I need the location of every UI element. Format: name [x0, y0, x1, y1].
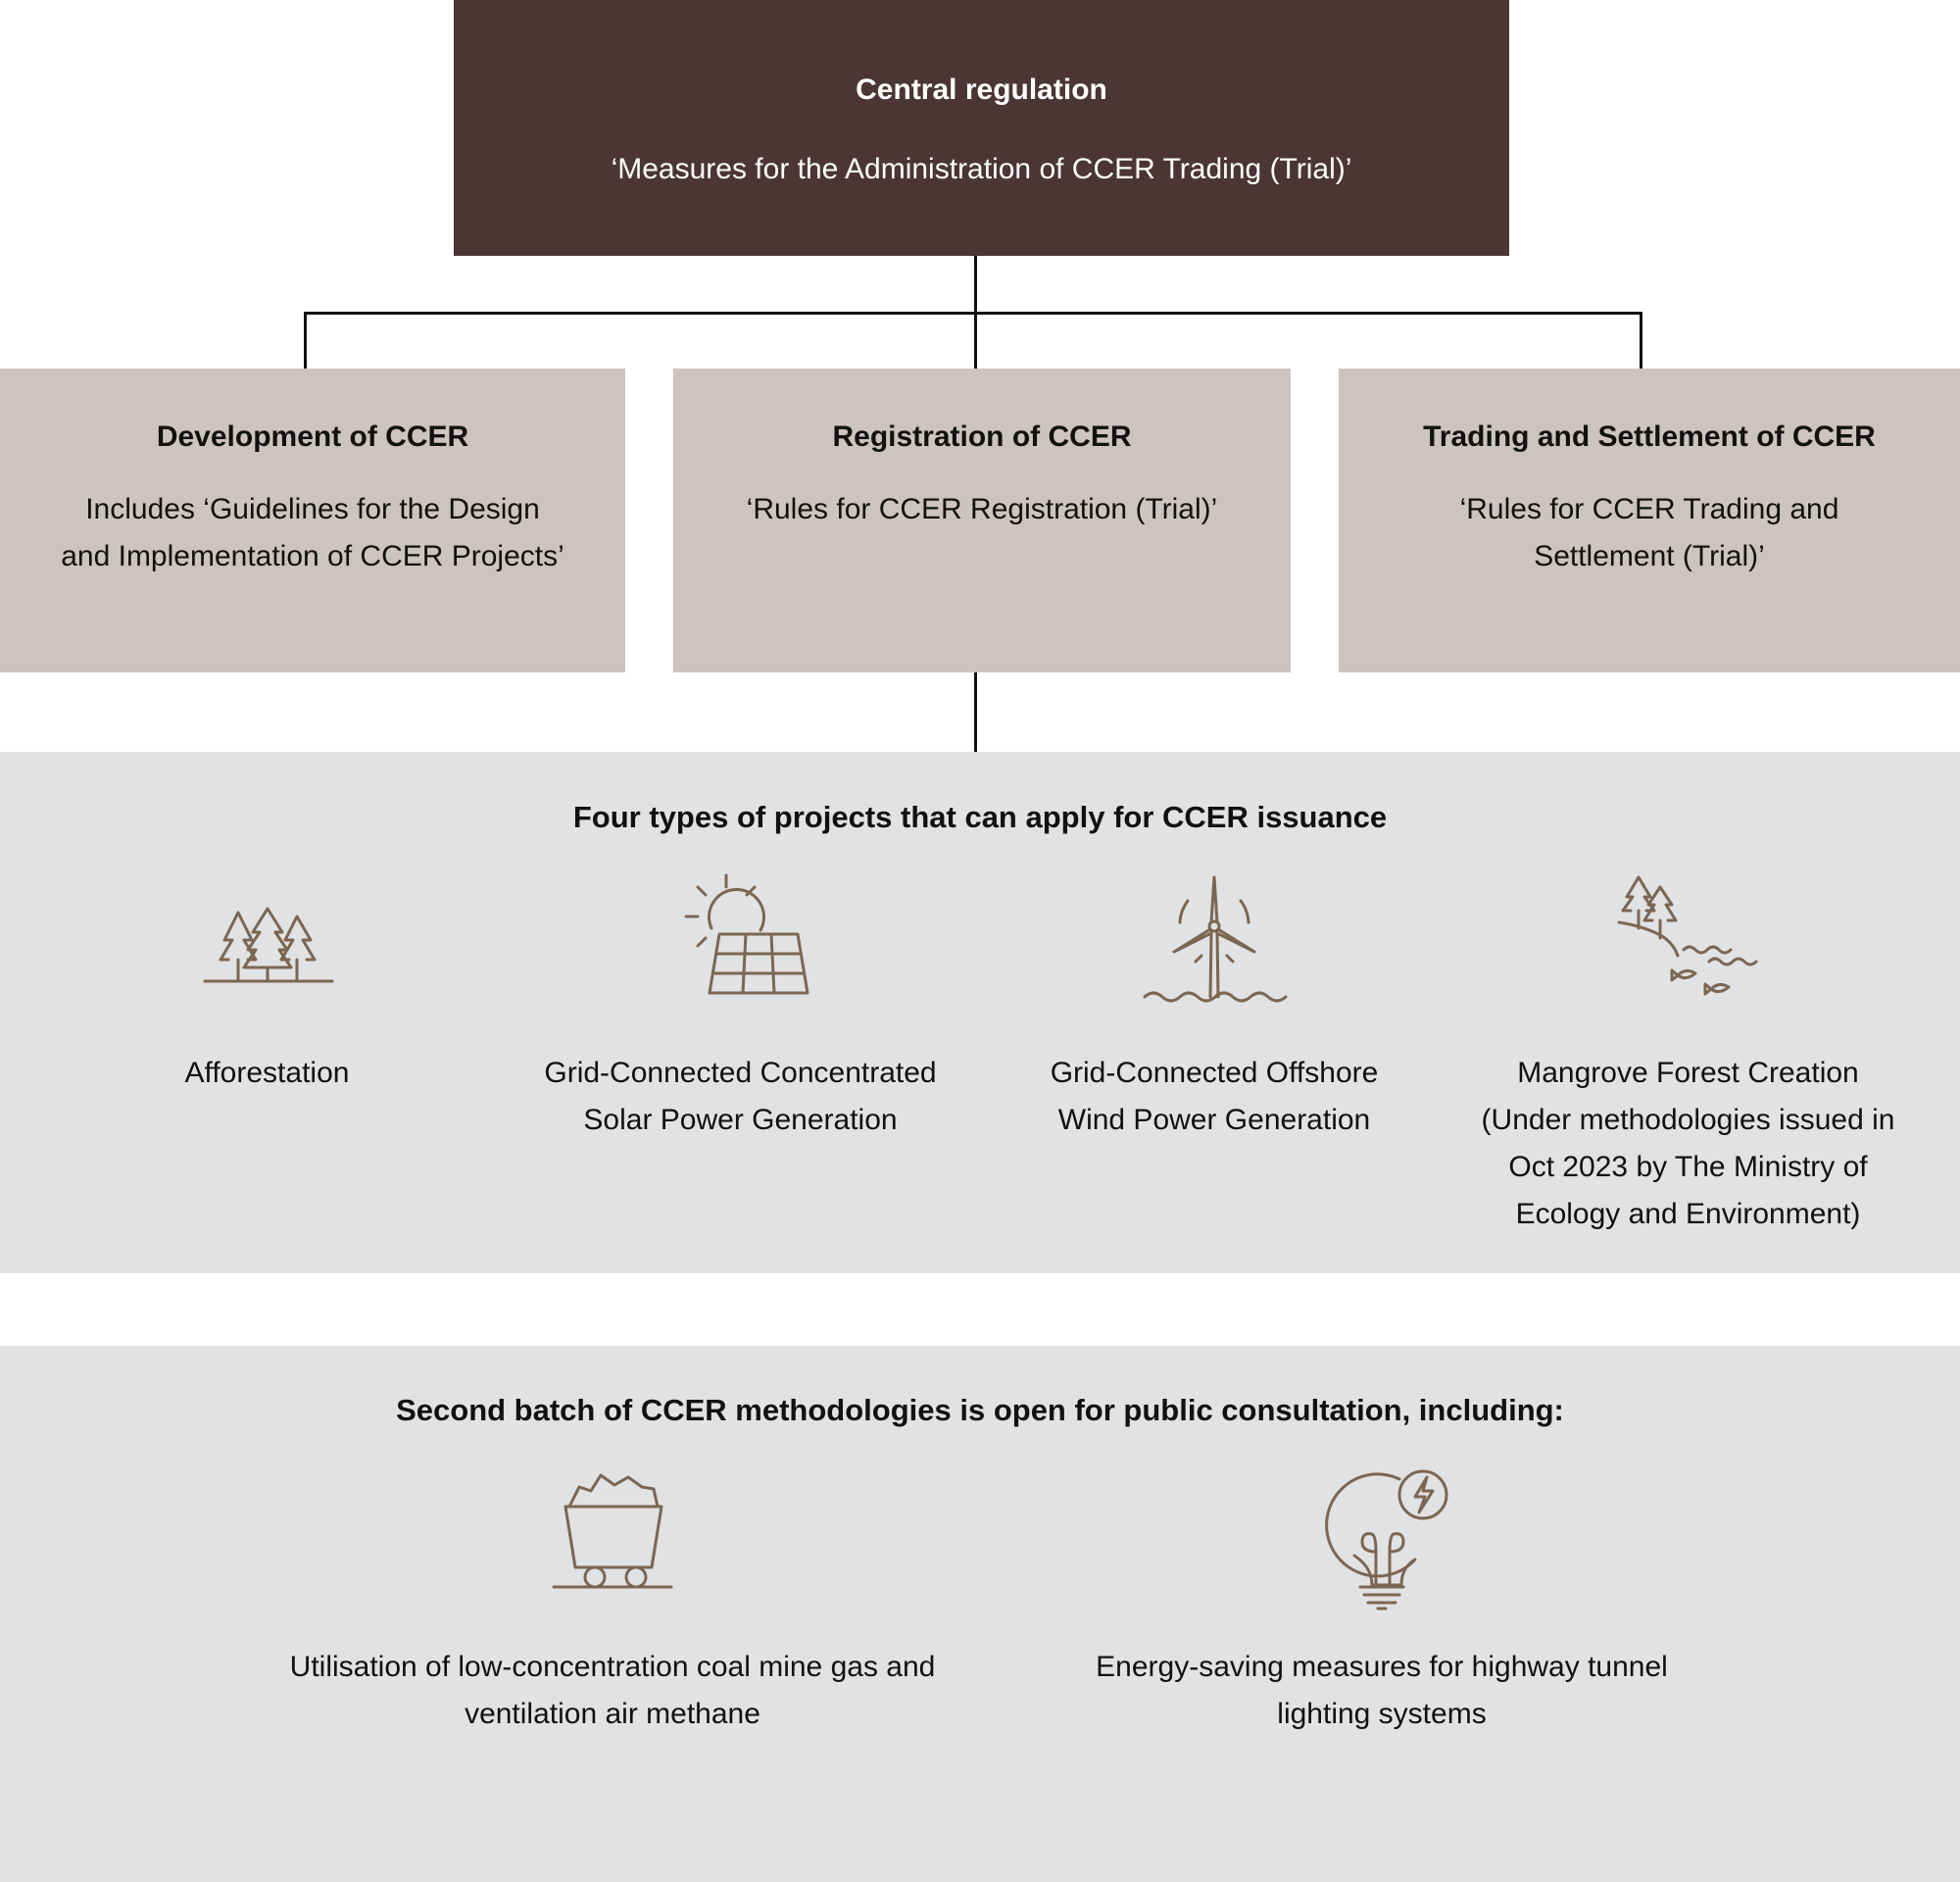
project-item-label: Afforestation: [184, 1057, 350, 1089]
project-item-mangrove: [1475, 871, 1901, 1238]
project-item-label: Mangrove Forest Creation (Under methodologies issued in Oct 2023 by The Ministry of Ecology and Environment): [1481, 1057, 1895, 1230]
project-item-label: Grid-Connected Concentrated Solar Power Generation: [544, 1057, 937, 1136]
mine-cart-icon: [544, 1465, 681, 1603]
methodology-item-label: Energy-saving measures for highway tunnel lighting systems: [1096, 1651, 1668, 1730]
central-regulation-box: [454, 0, 1509, 256]
connector-right-down: [1640, 312, 1642, 369]
connector-central-down: [974, 256, 977, 314]
branch-subtitle: Includes ‘Guidelines for the Design and Implementation of CCER Projects’: [61, 493, 564, 572]
project-types-panel: [0, 752, 1960, 1273]
branch-trading-settlement: [1339, 369, 1960, 672]
branch-subtitle: ‘Rules for CCER Trading and Settlement (Trial)’: [1459, 493, 1839, 572]
connector-left-down: [304, 312, 307, 369]
mangrove-icon: [1615, 871, 1762, 1009]
branch-title: Development of CCER: [156, 421, 469, 453]
light-bulb-icon: [1313, 1465, 1450, 1612]
methodology-item-label: Utilisation of low-concentration coal mine gas and ventilation air methane: [289, 1651, 936, 1730]
branch-registration: [673, 369, 1291, 672]
branch-subtitle: ‘Rules for CCER Registration (Trial)’: [746, 493, 1218, 525]
methodology-item-coal-mine-gas: [284, 1465, 941, 1738]
project-types-title: Four types of projects that can apply for CCER issuance: [572, 800, 1388, 834]
connector-registration-to-panel: [974, 672, 977, 752]
central-title: Central regulation: [856, 74, 1107, 106]
trees-icon: [199, 871, 336, 1009]
connector-horizontal: [304, 312, 1642, 315]
branch-title: Trading and Settlement of CCER: [1423, 421, 1876, 453]
offshore-wind-turbine-icon: [1141, 871, 1288, 1009]
central-subtitle: ‘Measures for the Administration of CCER Trading (Trial)’: [611, 153, 1352, 185]
branch-title: Registration of CCER: [832, 421, 1132, 453]
project-item-afforestation: [98, 871, 436, 1097]
methodologies-panel: [0, 1346, 1960, 1882]
methodologies-title: Second batch of CCER methodologies is open for public consultation, including:: [396, 1393, 1564, 1427]
project-item-label: Grid-Connected Offshore Wind Power Generation: [1050, 1057, 1379, 1136]
solar-panel-icon: [672, 871, 809, 1009]
project-item-offshore-wind: [1033, 871, 1396, 1144]
connector-middle-down: [974, 312, 977, 369]
project-item-solar: [517, 871, 963, 1144]
branch-development: [0, 369, 625, 672]
methodology-item-tunnel-lighting: [1058, 1465, 1705, 1738]
